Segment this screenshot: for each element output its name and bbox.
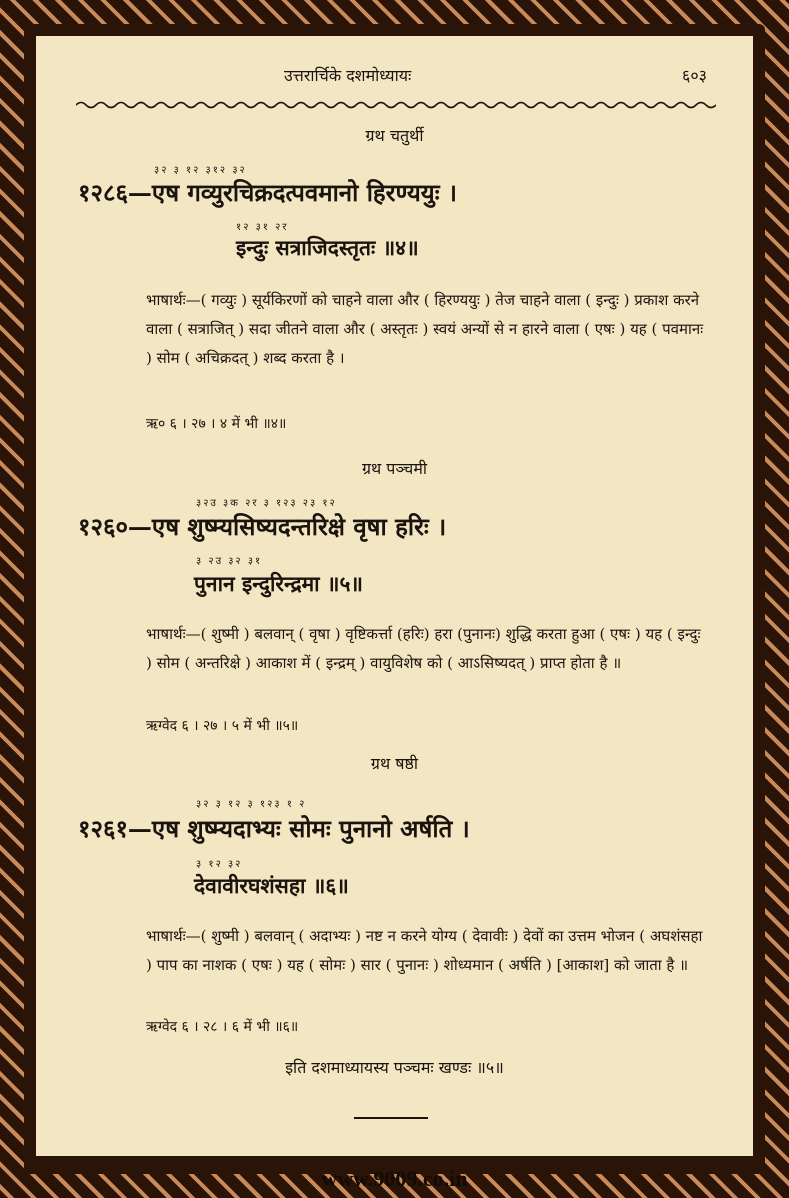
mantra-line: १२६१—एष शुष्म्यदाभ्यः सोमः पुनानो अर्षति । [78,814,470,843]
end-rule [354,1117,428,1119]
meaning-paragraph [146,286,706,373]
chapter-colophon: इति दशमाध्यायस्य पञ्चमः खण्डः ॥५॥ [285,1058,504,1077]
page-number: ६०३ [682,66,707,85]
mantra-line: इन्दुः सत्राजिदस्तृतः ॥४॥ [236,235,419,260]
accent-marks: ३ १२ ३२ [196,859,243,870]
meaning-paragraph [146,620,706,678]
rigveda-reference: ऋग्वेद ६ । २७ । ५ में भी ॥५॥ [146,718,299,734]
ornamental-rule [76,100,716,110]
accent-marks: ३ २उ ३२ ३१ [196,556,263,567]
section-title-sixth: ग्रथ षष्ठी [370,754,419,773]
website-footer: www.9009.co.in [321,1166,468,1191]
mantra-line: देवावीरघशंसहा ॥६॥ [194,873,349,898]
rigveda-reference: ऋ० ६ । २७ । ४ में भी ॥४॥ [146,416,287,432]
page-header [36,64,753,88]
section-title-fourth: ग्रथ चतुर्थी [365,126,424,145]
header-title: उत्तरार्चिके दशमोध्यायः [284,66,412,85]
accent-marks: ३२उ ३क २र ३ १२३ २३ १२ [196,498,337,509]
meaning-text: भाषार्थः—( शुष्मी ) बलवान् ( अदाभ्यः ) नष्ट न करने योग्य ( देवावीः ) देवों का उत्तम भोजन ( अघशंसहा ) पाप का नाशक ( एषः ) यह ( सोमः ) सार ( पुनानः ) शोध्यमान ( अर्षति ) [आकाश] को जाता है ॥ [146,927,703,974]
meaning-text: भाषार्थः—( शुष्मी ) बलवान् ( वृषा ) वृष्टिकर्त्ता (हरिः) हरा (पुनानः) शुद्धि करता हुआ ( एषः ) यह ( इन्दुः ) सोम ( अन्तरिक्षे ) आकाश में ( इन्द्रम् ) वायुविशेष को ( आऽसिष्यदत् ) प्राप्त होता है ॥ [146,625,701,672]
meaning-text: भाषार्थः—( गव्युः ) सूर्यकिरणों को चाहने वाला और ( हिरण्ययुः ) तेज चाहने वाला ( इन्दुः ) प्रकाश करने वाला ( सत्राजित् ) सदा जीतने वाला और ( अस्तृतः ) स्वयं अन्यों से न हारने वाला ( एषः ) यह ( पवमानः ) सोम ( अचिक्रदत् ) शब्द करता है । [146,291,704,367]
section-title-fifth: ग्रथ पञ्चमी [361,459,428,478]
mantra-line: पुनान इन्दुरिन्द्रमा ॥५॥ [194,571,363,596]
meaning-paragraph [146,922,706,980]
accent-marks: १२ ३१ २र [236,222,289,233]
book-page [36,36,753,1156]
mantra-line: १२८६—एष गव्युरचिक्रदत्पवमानो हिरण्ययुः । [78,178,458,207]
mantra-line: १२६०—एष शुष्म्यसिष्यदन्तरिक्षे वृषा हरिः । [78,512,447,541]
accent-marks: ३२ ३ १२ ३ १२३ १ २ [196,799,307,810]
rigveda-reference: ऋग्वेद ६ । २८ । ६ में भी ॥६॥ [146,1019,299,1035]
accent-marks: ३२ ३ १२ ३१२ ३२ [154,165,247,176]
